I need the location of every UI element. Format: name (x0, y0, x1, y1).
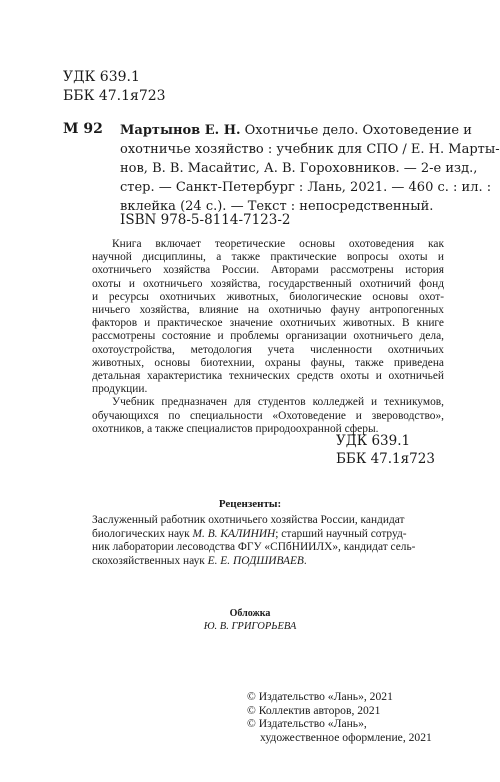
reviewers-line (92, 555, 444, 569)
annotation-line: ничьего хозяйства, влияние на охотничью фауну антропогенных (92, 304, 444, 317)
annotation-line: детальная характеристика технических средств охоты и охотничьей (92, 370, 444, 383)
annotation-line: и ресурсы охотничьих животных, биологические основы охот- (92, 290, 444, 303)
annotation (92, 238, 444, 436)
reviewers-heading: Рецензенты: (218, 498, 282, 510)
annotation-line: рассмотрены состояние и проблемы организации охотничьего дела, (92, 330, 444, 343)
annotation-line: животных, основы биотехнии, охраны фауны, также приведена (92, 356, 444, 369)
reviewers-text (92, 514, 444, 568)
author-name: Мартынов Е. Н. (120, 123, 241, 138)
bbk-code-bottom: ББК 47.1я723 (336, 451, 435, 467)
copyright-line: © Коллектив авторов, 2021 (247, 703, 381, 717)
annotation-line: факторов и практическое значение охотничьих животных. В книге (92, 317, 444, 330)
annotation-line: охотоустройства, методология учета численности охотничьих (92, 343, 444, 356)
reviewers-line: Заслуженный работник охотничьего хозяйства России, кандидат (92, 514, 405, 526)
bibliographic-record (120, 121, 500, 216)
bib-line-5: вклейка (24 с.). — Текст : непосредственный. (120, 199, 434, 214)
reviewers-text-part: биологических наук (92, 527, 193, 540)
cover-heading: Обложка (229, 608, 271, 619)
annotation-line: Учебник предназначен для студентов колледжей и техникумов, (112, 396, 444, 409)
copyright-line: © Издательство «Лань», (247, 717, 367, 731)
annotation-line: научной дисциплины, а также практические вопросы охоты и (92, 251, 444, 264)
isbn: ISBN 978-5-8114-7123-2 (120, 212, 291, 228)
annotation-line: охотников, а также специалистов природоохранной сферы. (92, 422, 379, 435)
reviewers-line: ник лаборатории лесоводства ФГУ «СПбНИИЛХ», кандидат сель- (92, 541, 416, 554)
reviewers-text-part: скохозяйственных наук (92, 554, 208, 567)
bib-line-3: нов, В. В. Масайтис, А. В. Гороховников. — 2-е изд., (120, 161, 478, 176)
reviewer-name: Е. Е. ПОДШИВАЕВ (207, 554, 304, 567)
annotation-line: охоты и охотничьего хозяйства, государственный охотничий фонд (92, 277, 444, 290)
annotation-line: продукции. (92, 383, 148, 396)
copyright-block (247, 690, 432, 744)
reviewers-text-part: . (303, 554, 307, 567)
reviewers-line (92, 528, 444, 542)
annotation-line: охотничьего хозяйства России. Авторами рассмотрены история (92, 264, 444, 277)
udk-code-top: УДК 639.1 (63, 69, 140, 85)
annotation-line: обучающихся по специальности «Охотоведение и звероводство», (92, 409, 444, 422)
cover-designer: Ю. В. ГРИГОРЬЕВА (203, 621, 297, 632)
reviewers-text-part: ; старший научный сотруд- (275, 527, 407, 540)
bib-line-1 (120, 121, 472, 140)
copyright-line: художественное оформление, 2021 (260, 730, 432, 744)
annotation-line: Книга включает теоретические основы охотоведения как (112, 238, 444, 250)
author-code: М 92 (63, 121, 103, 137)
reviewer-name: М. В. КАЛИНИН (192, 527, 276, 540)
bbk-code-top: ББК 47.1я723 (63, 88, 166, 104)
bib-title: Охотничье дело. Охотоведение и (240, 123, 472, 138)
bib-line-4: стер. — Санкт-Петербург : Лань, 2021. — 460 с. : ил. : (120, 180, 492, 195)
copyright-line: © Издательство «Лань», 2021 (247, 690, 393, 703)
udk-code-bottom: УДК 639.1 (336, 433, 411, 449)
bib-line-2: охотничье хозяйство : учебник для СПО / Е. Н. Марты- (120, 142, 500, 157)
